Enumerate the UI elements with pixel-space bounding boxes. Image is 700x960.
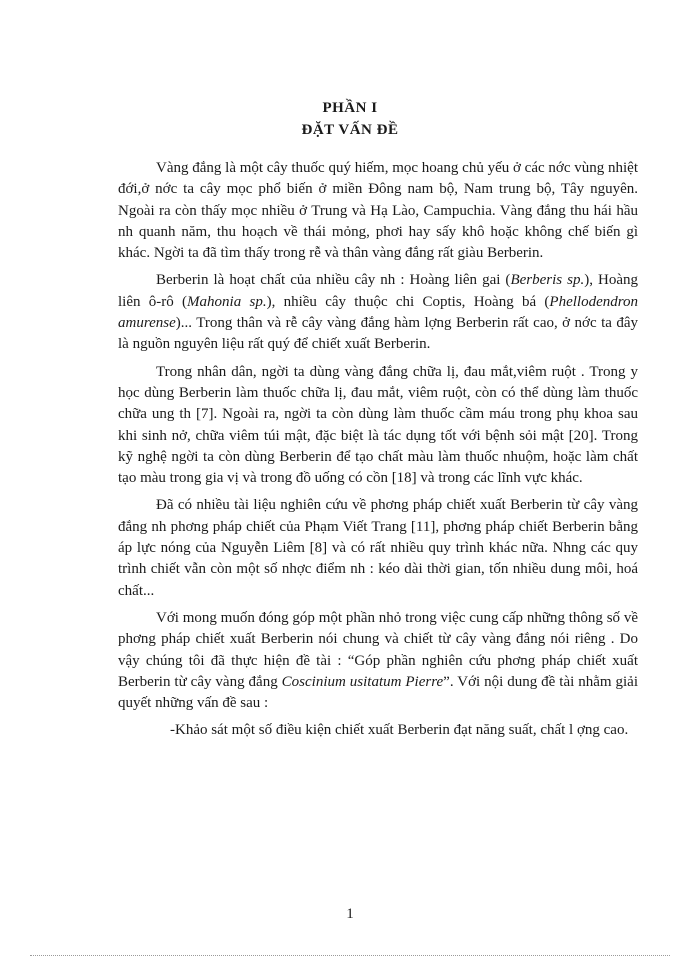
section-title: ĐẶT VẤN ĐỀ [301,122,399,138]
page-break-divider [30,955,670,956]
paragraph-berberin-sources: Berberin là hoạt chất của nhiều cây nh : Hoàng liên gai (Berberis sp.), Hoàng liên ô-rô (Mahonia sp.), nhiều cây thuộc chi Coptis, Hoàng bá (Phellodendron amurense)... Trong thân và rễ cây vàng đắng hàm lợng Berberin rất cao, ở nớc ta đây là nguồn nguyên liệu rất quý để chiết xuất Berberin. [118,272,639,353]
paragraph-intro: Vàng đắng là một cây thuốc quý hiếm, mọc hoang chủ yếu ở các nớc vùng nhiệt đới,ở nớc ta cây mọc phổ biến ở miền Đông nam bộ, Nam trung bộ, Tây nguyên. Ngoài ra còn thấy mọc nhiều ở Trung và Hạ Lào, Campuchia. Vàng đắng thu hái hầu nh quanh năm, thu hoạch về thái mỏng, phơi hay sấy khô hoặc không chế biến gì khác. Ngời ta đã tìm thấy trong rễ và thân vàng đắng rất giàu Berberin. [118,160,638,262]
paragraph-objective: -Khảo sát một số điều kiện chiết xuất Berberin đạt năng suất, chất l ợng cao. [170,722,629,739]
species-name: Mahonia sp. [187,293,267,310]
body-text [118,158,638,748]
page-number: 1 [346,906,354,922]
paragraph-methods: Đã có nhiều tài liệu nghiên cứu về phơng pháp chiết xuất Berberin từ cây vàng đắng nh phơng pháp chiết của Phạm Viết Trang [11], phơng pháp chiết Berberin bằng áp lực nóng của Nguyễn Liêm [8] và có rất nhiều quy trình khác nữa. Nhng các quy trình chiết vẫn còn một số nhợc điểm nh : kéo dài thời gian, tốn nhiều dung môi, hoá chất... [118,497,638,599]
part-label: PHẦN I [322,100,378,116]
species-name: Berberis sp. [510,272,585,289]
paragraph-aim: Với mong muốn đóng góp một phần nhỏ trong việc cung cấp những thông số về phơng pháp chiết xuất Berberin nói chung và chiết từ cây vàng đắng nói riêng . Do vậy chúng tôi đã thực hiện đề tài : “Góp phần nghiên cứu phơng pháp chiết xuất Berberin từ cây vàng đắng Coscinium usitatum Pierre”. Với nội dung đề tài nhằm giải quyết những vấn đề sau : [118,609,638,712]
species-name: Phellodendron amurense [118,293,639,332]
paragraph-uses: Trong nhân dân, ngời ta dùng vàng đắng chữa lị, đau mắt,viêm ruột . Trong y học dùng Berberin làm thuốc chữa lị, đau mắt, viêm ruột, còn có thể dùng làm thuốc chữa ung th [7]. Ngoài ra, ngời ta còn dùng làm thuốc cầm máu trong phụ khoa sau khi sinh nở, chữa viêm túi mật, đặc biệt là tác dụng tốt với bệnh sỏi mật [20]. Trong kỹ nghệ ngời ta còn dùng Berberin để tạo chất màu làm thuốc nhuộm, hoặc làm chất tạo màu trong gia vị và trong đồ uống có cồn [18] và trong các lĩnh vực khác. [118,363,638,487]
species-name: Coscinium usitatum Pierre [281,673,444,690]
